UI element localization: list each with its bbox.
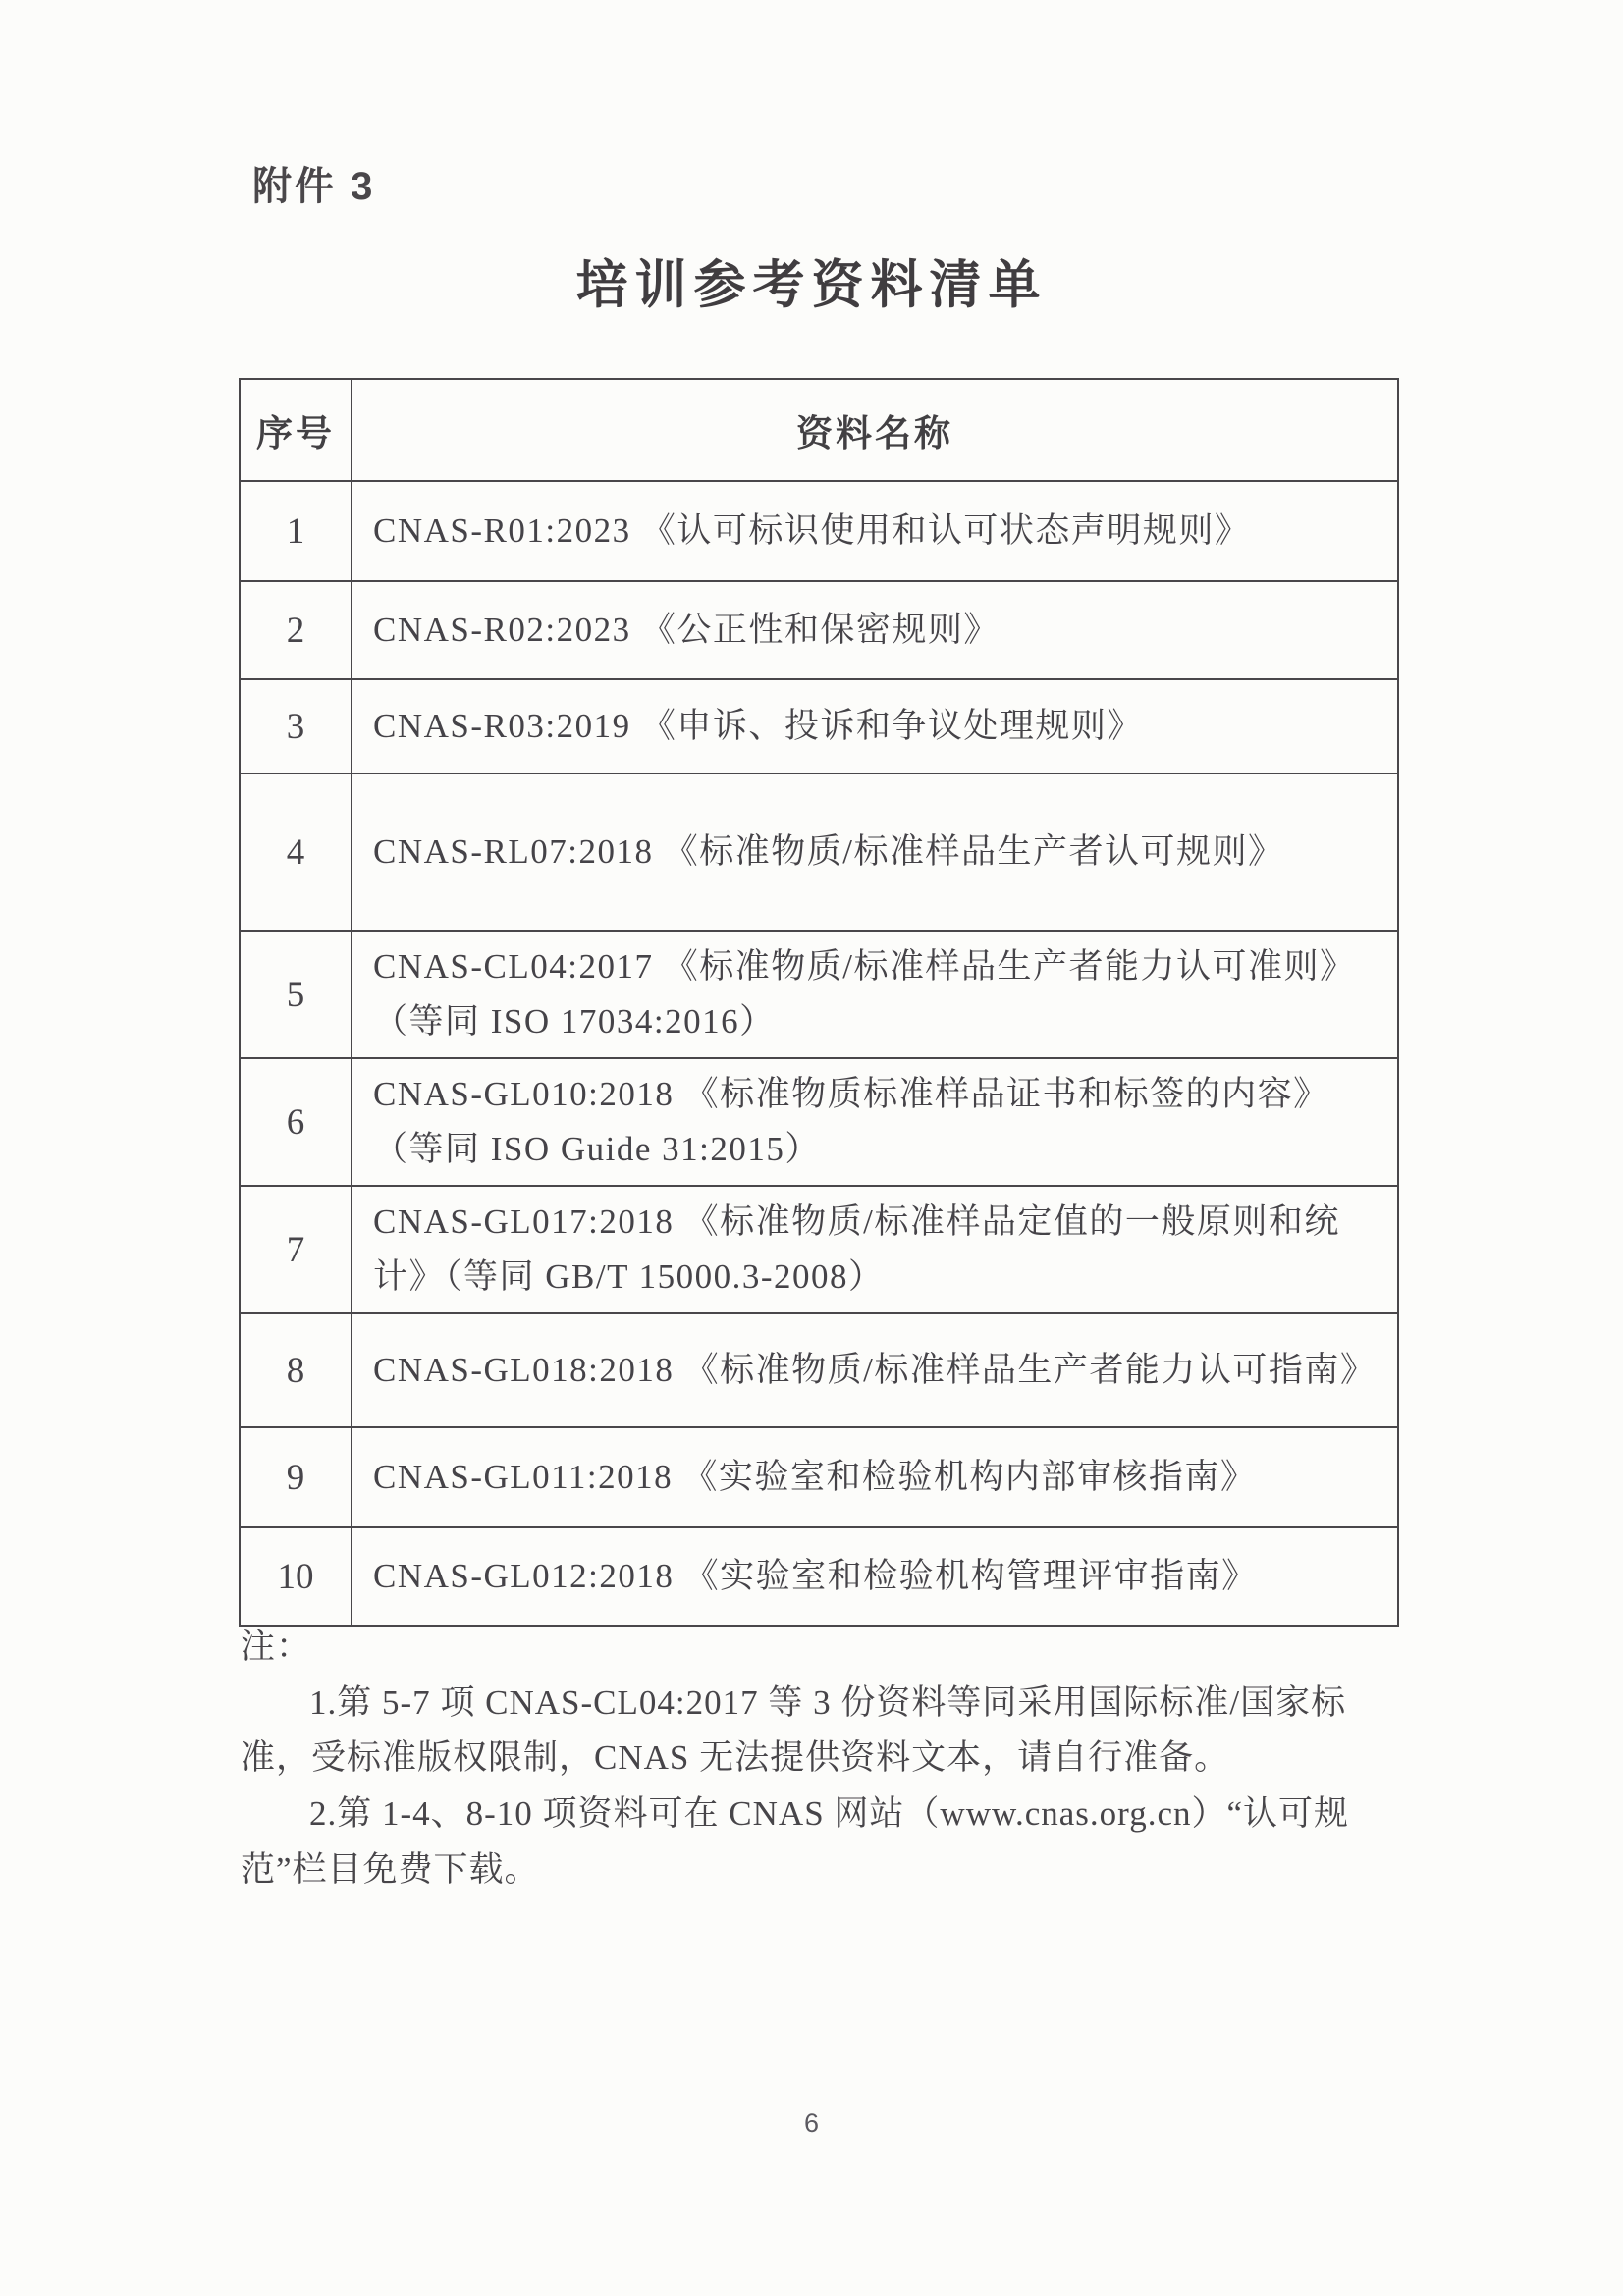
row-index: 10: [240, 1527, 352, 1626]
row-index: 1: [240, 481, 352, 581]
row-index: 7: [240, 1186, 352, 1313]
row-index: 4: [240, 774, 352, 931]
note-item: 2.第 1-4、8-10 项资料可在 CNAS 网站（www.cnas.org.cn）“认可规范”栏目免费下载。: [241, 1794, 1350, 1889]
table-row: [240, 774, 1398, 931]
table-header-row: [240, 379, 1398, 481]
table-row: [240, 1186, 1398, 1313]
table-row: [240, 581, 1398, 679]
table-row: [240, 1527, 1398, 1626]
row-name: CNAS-R01:2023 《认可标识使用和认可状态声明规则》: [352, 481, 1398, 581]
row-name: CNAS-RL07:2018 《标准物质/标准样品生产者认可规则》: [352, 774, 1398, 931]
note-item: 1.第 5-7 项 CNAS-CL04:2017 等 3 份资料等同采用国际标准/国家标准，受标准版权限制，CNAS 无法提供资料文本，请自行准备。: [241, 1682, 1347, 1778]
row-name: CNAS-GL011:2018 《实验室和检验机构内部审核指南》: [352, 1427, 1398, 1527]
table-row: [240, 1313, 1398, 1427]
table-row: [240, 679, 1398, 774]
row-index: 5: [240, 931, 352, 1058]
row-index: 3: [240, 679, 352, 774]
table-row: [240, 1058, 1398, 1186]
table-header-name: 资料名称: [352, 379, 1398, 481]
row-name: CNAS-R02:2023 《公正性和保密规则》: [352, 581, 1398, 679]
notes-label: 注：: [241, 1628, 312, 1666]
table-row: [240, 931, 1398, 1058]
attachment-label: 附件 3: [252, 165, 376, 208]
row-index: 9: [240, 1427, 352, 1527]
page-title: 培训参考资料清单: [575, 256, 1048, 314]
page-number: 6: [803, 2109, 820, 2138]
table-row: [240, 481, 1398, 581]
notes-section: [241, 1620, 1414, 1897]
row-name: CNAS-GL012:2018 《实验室和检验机构管理评审指南》: [352, 1527, 1398, 1626]
row-name: CNAS-GL017:2018 《标准物质/标准样品定值的一般原则和统计》（等同 GB/T 15000.3-2008）: [352, 1186, 1398, 1313]
row-name: CNAS-CL04:2017 《标准物质/标准样品生产者能力认可准则》（等同 ISO 17034:2016）: [352, 931, 1398, 1058]
row-name: CNAS-GL010:2018 《标准物质标准样品证书和标签的内容》（等同 ISO Guide 31:2015）: [352, 1058, 1398, 1186]
table-row: [240, 1427, 1398, 1527]
row-index: 2: [240, 581, 352, 679]
table-header-index: 序号: [240, 379, 352, 481]
materials-table: [239, 378, 1399, 1627]
row-name: CNAS-R03:2019 《申诉、投诉和争议处理规则》: [352, 679, 1398, 774]
row-name: CNAS-GL018:2018 《标准物质/标准样品生产者能力认可指南》: [352, 1313, 1398, 1427]
row-index: 8: [240, 1313, 352, 1427]
row-index: 6: [240, 1058, 352, 1186]
